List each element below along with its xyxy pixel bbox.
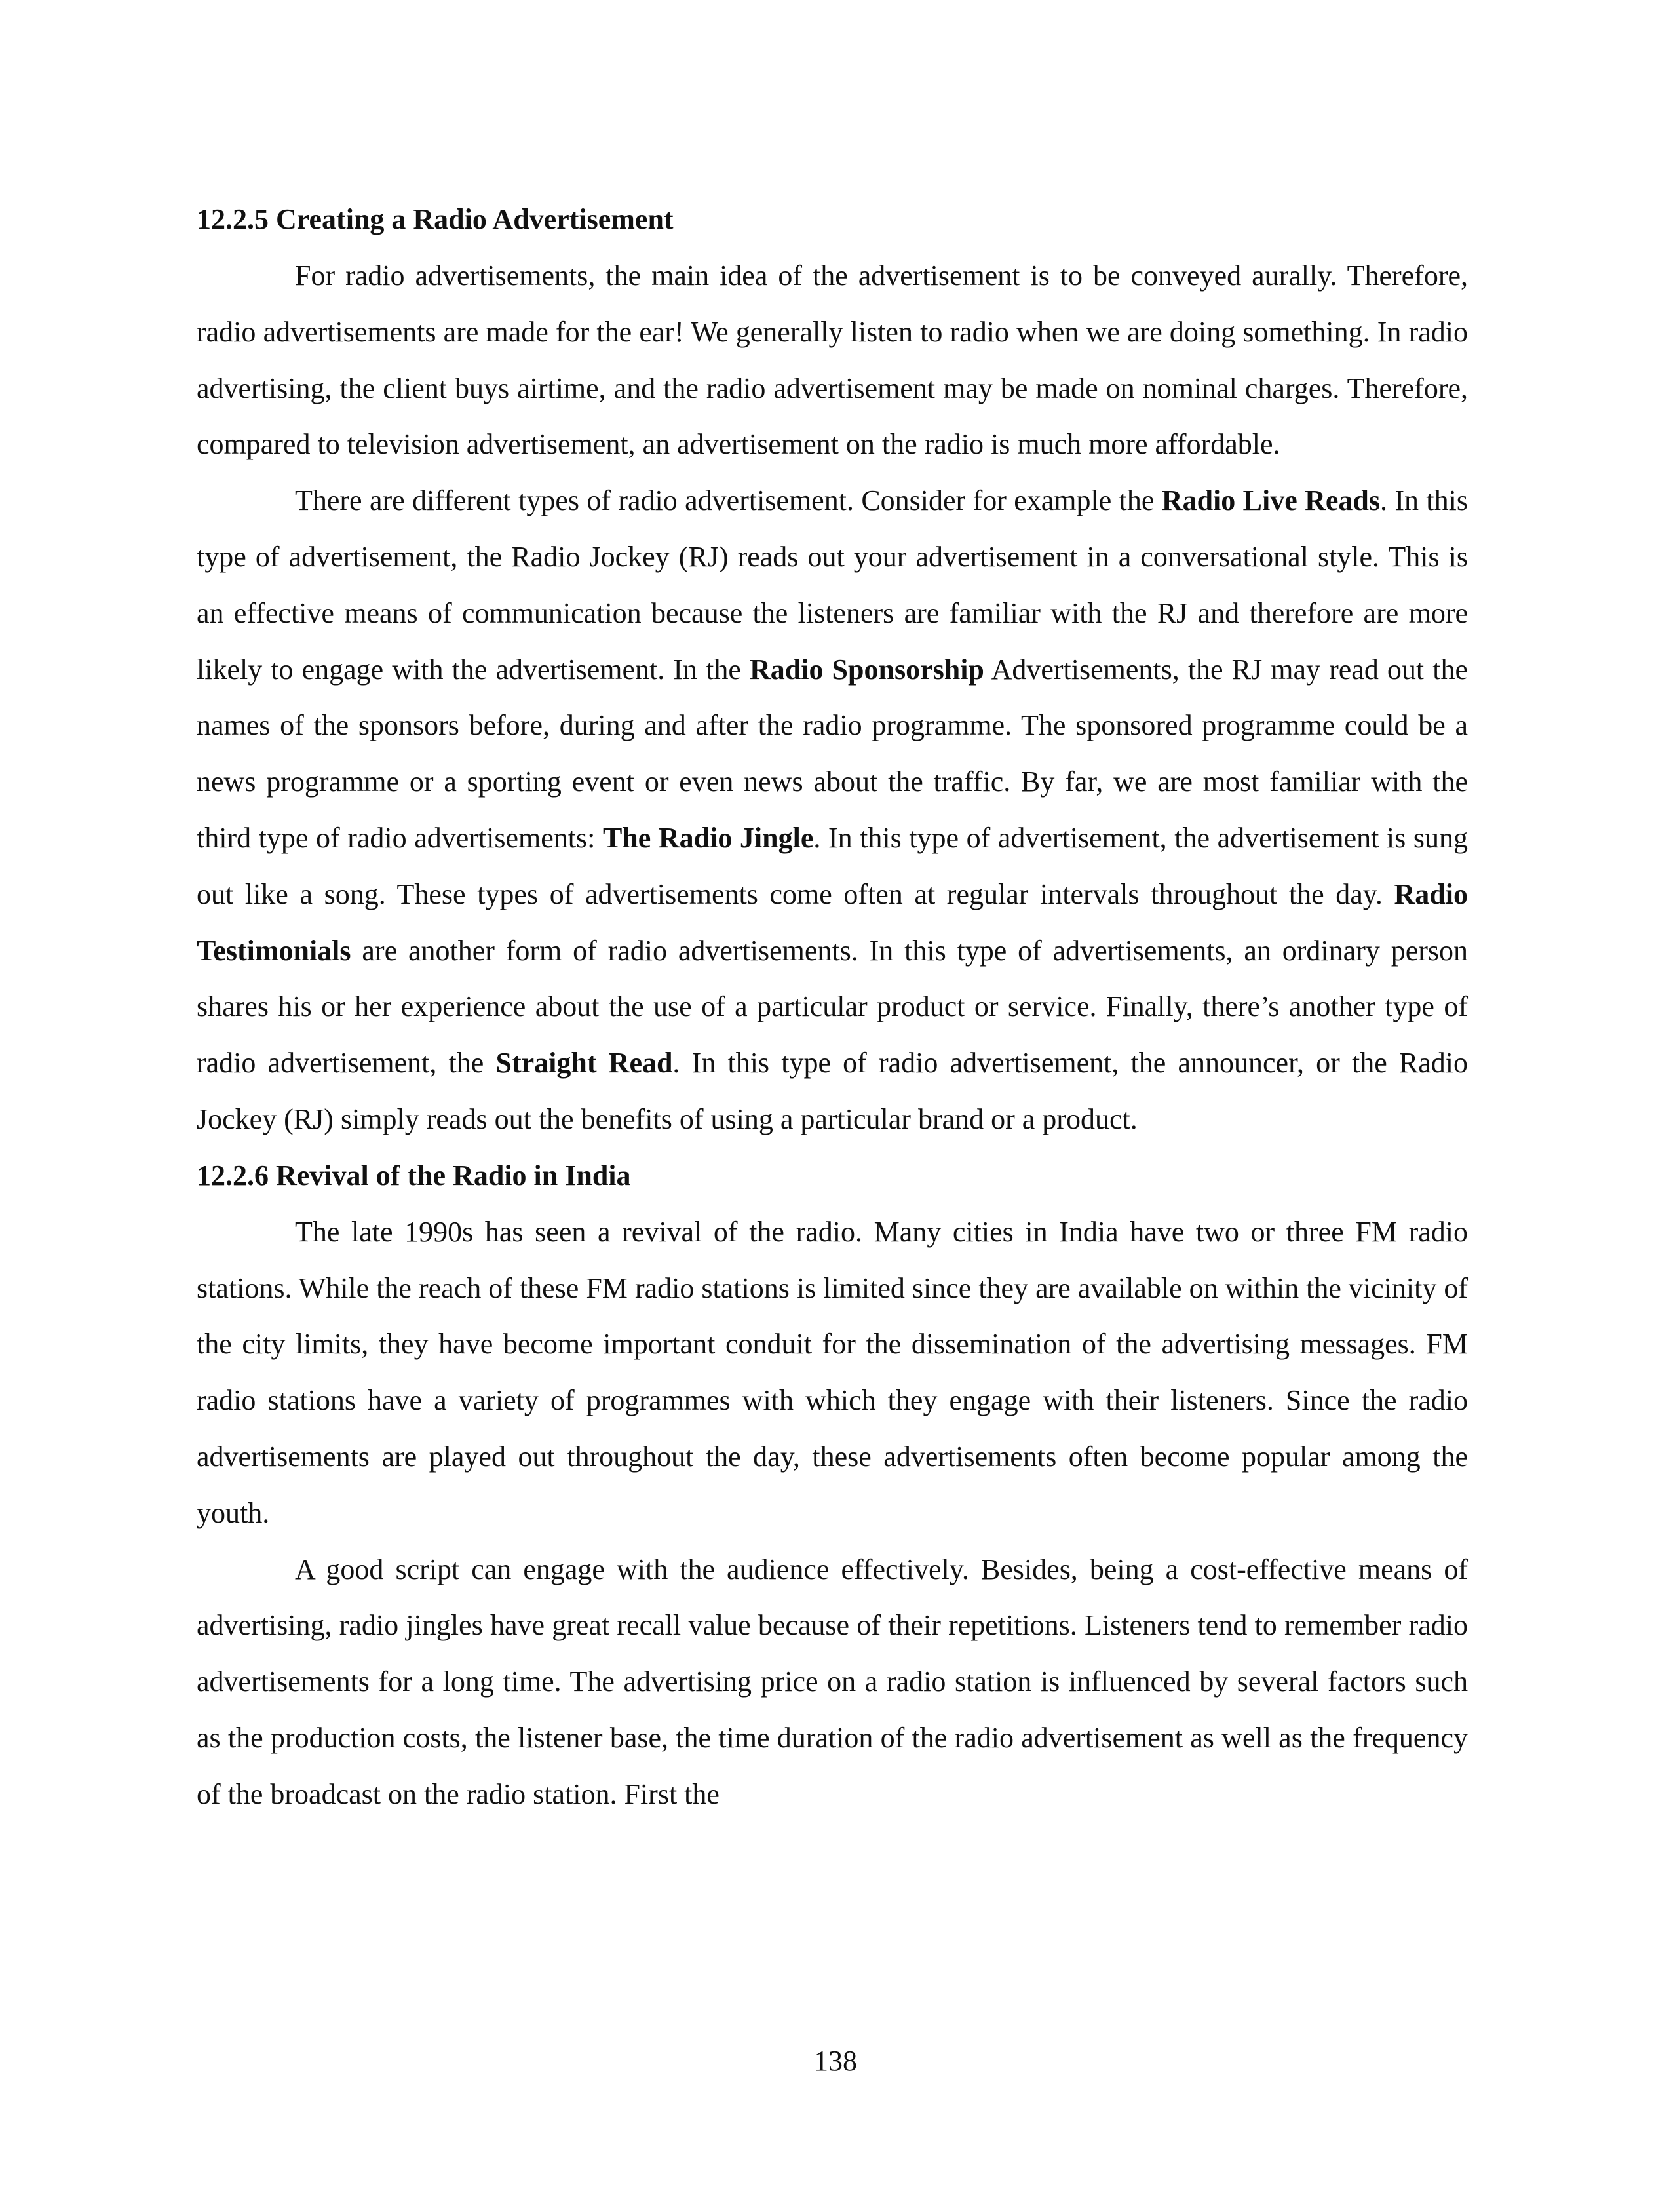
paragraph-radio-ad-types [197, 473, 1468, 1148]
paragraph-radio-ad-intro: For radio advertisements, the main idea of the advertisement is to be conveyed aurally. Therefore, radio advertisements are made for the ear! We generally listen to radio when we are doing something. In radio advertising, the client buys airtime, and the radio advertisement may be made on nominal charges. Therefore, compared to television advertisement, an advertisement on the radio is much more affordable. [197, 260, 1468, 461]
term-radio-testimonials: Radio Testimonials [197, 878, 1468, 967]
term-straight-read: Straight Read [495, 1047, 673, 1079]
text-run: . In this type of radio advertisement, the announcer, or the Radio Jockey (RJ) simply reads out the benefits of using a particular brand or a product. [197, 1047, 1469, 1135]
section-heading-creating-radio-ad: 12.2.5 Creating a Radio Advertisement [197, 203, 674, 235]
paragraph-radio-revival: The late 1990s has seen a revival of the radio. Many cities in India have two or three FM radio stations. While the reach of these FM radio stations is limited since they are available on within the vicinity of the city limits, they have become important conduit for the dissemination of the advertising messages. FM radio stations have a variety of programmes with which they engage with their listeners. Since the radio advertisements are played out throughout the day, these advertisements often become popular among the youth. [197, 1215, 1468, 1529]
term-radio-jingle: The Radio Jingle [602, 821, 814, 854]
page-number: 138 [814, 2045, 857, 2077]
paragraph-radio-script: A good script can engage with the audience effectively. Besides, being a cost-effective means of advertising, radio jingles have great recall value because of their repetitions. Listeners tend to remember radio advertisements for a long time. The advertising price on a radio station is influenced by several factors such as the production costs, the listener base, the time duration of the radio advertisement as well as the frequency of the broadcast on the radio station. First the [197, 1553, 1468, 1810]
text-run: are another form of radio advertisements. In this type of advertisements, an ordinary person shares his or her experience about the use of a particular product or service. Finally, there’s another type of radio advertisement, the [197, 934, 1468, 1079]
text-run: Advertisements, the RJ may read out the names of the sponsors before, during and after the radio programme. The sponsored programme could be a news programme or a sporting event or even news about the traffic. By far, we are most familiar with the third type of radio advertisements: [197, 653, 1468, 854]
section-heading-radio-revival: 12.2.6 Revival of the Radio in India [197, 1159, 631, 1192]
text-run: . In this type of advertisement, the Radio Jockey (RJ) reads out your advertisement in a conversational style. This is an effective means of communication because the listeners are familiar with the RJ and therefore are more likely to engage with the advertisement. In the [197, 484, 1468, 686]
page-content [197, 191, 1468, 1823]
term-radio-sponsorship: Radio Sponsorship [749, 653, 984, 686]
term-radio-live-reads: Radio Live Reads [1161, 484, 1381, 517]
text-run: There are different types of radio advertisement. Consider for example the [295, 484, 1162, 517]
text-run: . In this type of advertisement, the advertisement is sung out like a song. These types of advertisements come often at regular intervals throughout the day. [197, 821, 1468, 910]
